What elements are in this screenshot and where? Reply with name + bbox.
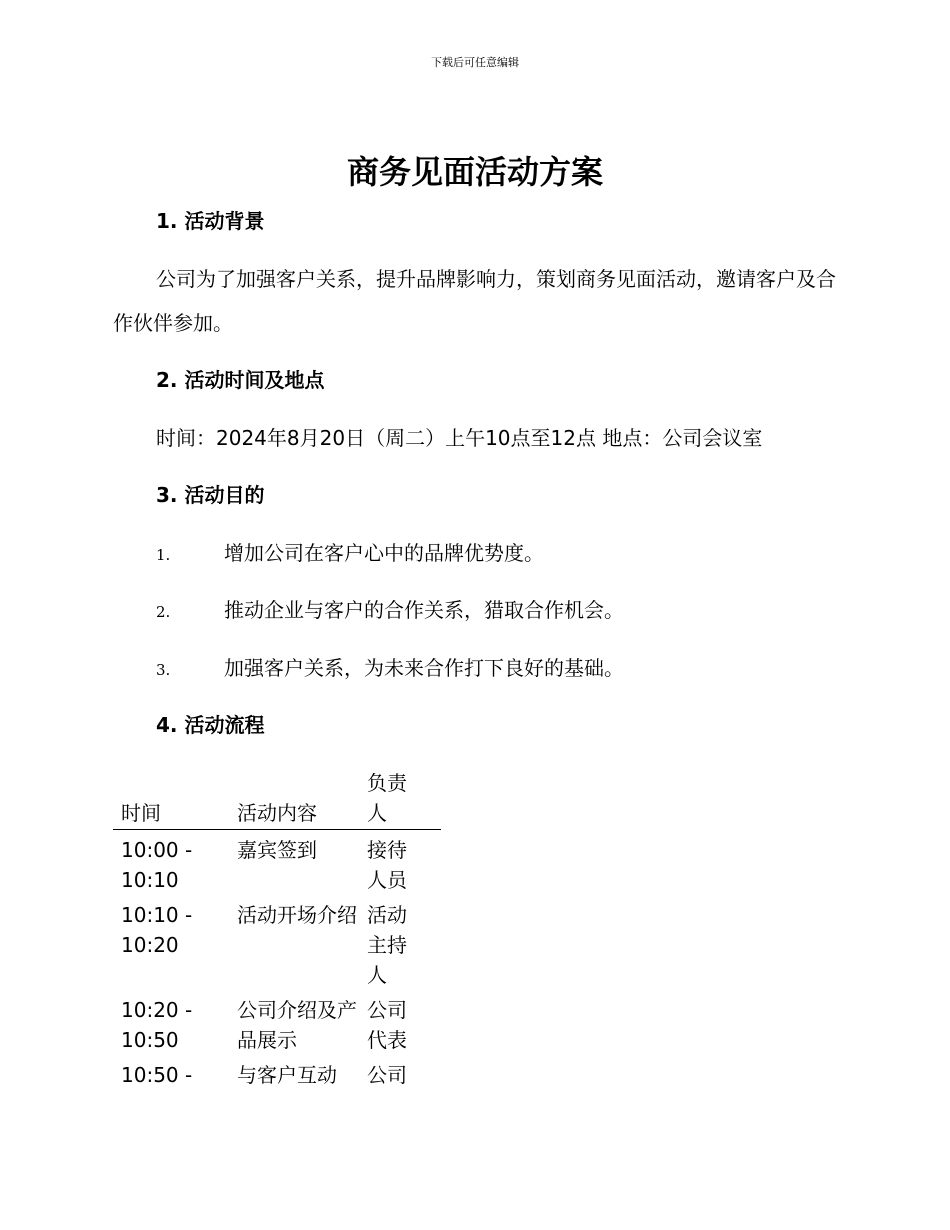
section-heading-background: 1. 活动背景 bbox=[156, 209, 265, 233]
column-header-content: 活动内容 bbox=[237, 801, 317, 825]
goal-list-item bbox=[156, 596, 624, 626]
goal-number: 3. bbox=[156, 661, 171, 679]
goal-text: 推动企业与客户的合作关系，猎取合作机会。 bbox=[224, 598, 624, 622]
header-note: 下载后可任意编辑 bbox=[431, 56, 519, 69]
column-header-owner: 负责人 bbox=[367, 771, 407, 825]
goal-text: 加强客户关系，为未来合作打下良好的基础。 bbox=[224, 656, 624, 680]
document-title: 商务见面活动方案 bbox=[346, 153, 603, 191]
cell-owner: 公司 bbox=[367, 1063, 407, 1087]
cell-content: 公司介绍及产品展示 bbox=[237, 998, 357, 1052]
table-row bbox=[113, 995, 441, 1055]
cell-content: 嘉宾签到 bbox=[237, 838, 317, 862]
cell-owner: 活动主持人 bbox=[367, 903, 407, 987]
cell-time: 10:10 - 10:20 bbox=[121, 903, 193, 957]
goal-list-item bbox=[156, 539, 544, 569]
cell-content: 与客户互动 bbox=[237, 1063, 337, 1087]
cell-time: 10:50 - bbox=[121, 1063, 193, 1087]
time-place-text: 时间：2024年8月20日（周二）上午10点至12点 地点：公司会议室 bbox=[156, 426, 763, 450]
column-header-time: 时间 bbox=[121, 801, 161, 825]
schedule-table bbox=[113, 768, 441, 1090]
cell-owner: 公司代表 bbox=[367, 998, 407, 1052]
background-paragraph bbox=[113, 257, 838, 345]
cell-content: 活动开场介绍 bbox=[237, 903, 357, 927]
goal-text: 增加公司在客户心中的品牌优势度。 bbox=[224, 541, 544, 565]
cell-owner: 接待人员 bbox=[367, 838, 407, 892]
section-heading-time-place: 2. 活动时间及地点 bbox=[156, 368, 325, 392]
table-row bbox=[113, 835, 441, 895]
section-heading-flow: 4. 活动流程 bbox=[156, 713, 265, 737]
cell-time: 10:00 - 10:10 bbox=[121, 838, 193, 892]
goal-number: 2. bbox=[156, 603, 171, 621]
goal-list-item bbox=[156, 654, 624, 684]
table-row bbox=[113, 900, 441, 990]
schedule-header-row bbox=[113, 768, 441, 830]
section-heading-goals: 3. 活动目的 bbox=[156, 483, 265, 507]
background-text: 公司为了加强客户关系，提升品牌影响力，策划商务见面活动，邀请客户及合作伙伴参加。 bbox=[113, 267, 836, 335]
cell-time: 10:20 - 10:50 bbox=[121, 998, 193, 1052]
goal-number: 1. bbox=[156, 546, 171, 564]
table-row bbox=[113, 1060, 441, 1090]
